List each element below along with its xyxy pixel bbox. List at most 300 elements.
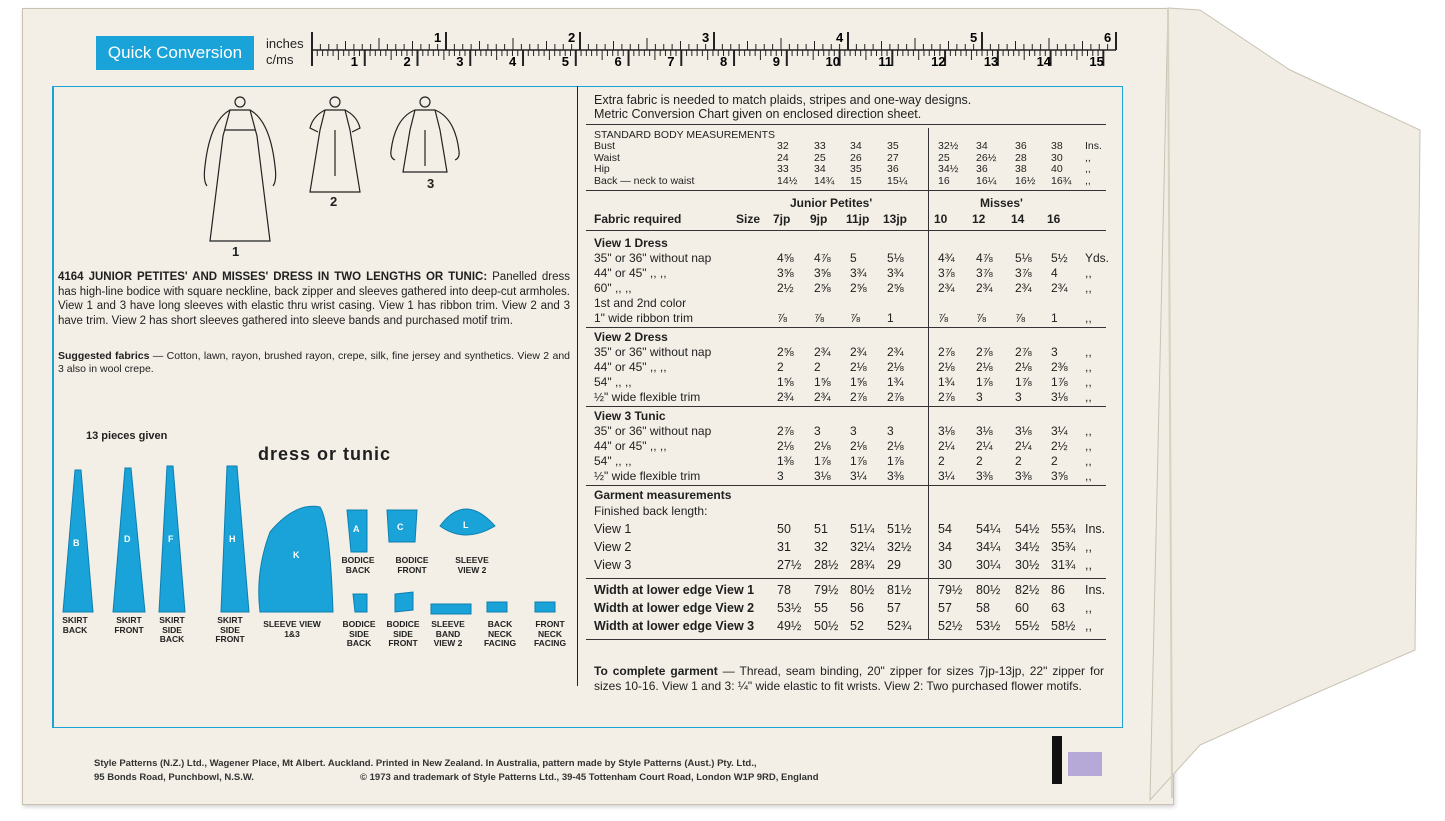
- cell-jp: 34: [814, 163, 826, 175]
- cell-misses: 16¼: [976, 174, 997, 187]
- cell-misses: 16½: [1015, 174, 1036, 187]
- cell-misses: 2⅛: [938, 360, 955, 374]
- cell-misses: 5½: [1051, 251, 1068, 265]
- cell-jp: 5⅛: [887, 251, 904, 265]
- complete-label: To complete garment: [594, 664, 718, 678]
- cell-misses: 16: [938, 174, 950, 187]
- cell-misses: 30: [938, 558, 952, 572]
- cell-unit: ,,: [1085, 375, 1092, 389]
- cell-unit: ,,: [1085, 345, 1092, 359]
- cell-misses: 1⅞: [1015, 375, 1032, 389]
- rule-section: [586, 485, 1106, 486]
- svg-text:D: D: [124, 534, 131, 544]
- cell-misses: 3⅛: [976, 424, 993, 438]
- suggested-fabrics: [58, 350, 570, 376]
- cell-jp: ⅞: [814, 311, 825, 325]
- cell-misses: 31¾: [1051, 558, 1076, 572]
- cell-misses: 3⅞: [976, 266, 993, 280]
- cell-misses: 16¾: [1051, 174, 1072, 187]
- cell-jp: 2⅛: [887, 439, 904, 453]
- cell-jp: 35: [887, 140, 899, 152]
- cell-jp: 2⅛: [887, 360, 904, 374]
- row-label: 60" ,, ,,: [594, 281, 632, 295]
- row-label: ½" wide flexible trim: [594, 469, 701, 483]
- piece-skirt-front: SKIRT FRONT: [114, 615, 144, 635]
- row-label: 35" or 36" without nap: [594, 345, 712, 359]
- cell-misses: 55½: [1015, 619, 1040, 633]
- cell-misses: 30: [1051, 151, 1063, 164]
- row-label: View 1: [594, 522, 632, 536]
- row-label: 35" or 36" without nap: [594, 251, 712, 265]
- cell-misses: ⅞: [976, 311, 987, 325]
- section-title: View 3 Tunic: [594, 409, 666, 423]
- cell-misses: 2⅞: [938, 345, 955, 359]
- cell-misses: 38: [1015, 163, 1027, 175]
- cell-jp: 4⅞: [814, 251, 831, 265]
- rule-section: [586, 406, 1106, 407]
- cell-jp: 2¾: [777, 390, 794, 404]
- cell-jp: 81½: [887, 583, 912, 597]
- cell-misses: 35¾: [1051, 540, 1076, 554]
- cell-jp: 2⅛: [850, 360, 867, 374]
- misses-divider: [928, 128, 929, 639]
- cell-misses: 3⅛: [1015, 424, 1032, 438]
- cell-jp: 36: [887, 163, 899, 175]
- cell-misses: 53½: [976, 619, 1001, 633]
- cell-misses: 3¼: [938, 469, 955, 483]
- cell-jp: 1⅜: [777, 454, 794, 468]
- cell-misses: 54½: [1015, 522, 1040, 536]
- piece-sleeve-band-view-2: SLEEVE BAND VIEW 2: [431, 619, 465, 648]
- hdr-misses: Misses': [980, 196, 1023, 210]
- rule-width: [586, 639, 1106, 640]
- cell-jp: 1⅝: [814, 375, 831, 389]
- cell-jp: ⅞: [850, 311, 861, 325]
- ruler-inch-mark: 5: [970, 30, 978, 45]
- cell-jp: 3⅝: [777, 266, 794, 280]
- cell-misses: 80½: [976, 583, 1001, 597]
- cell-jp: 2¾: [850, 345, 867, 359]
- cell-misses: 2¼: [938, 439, 955, 453]
- cell-jp: 3: [777, 469, 784, 483]
- cell-jp: 31: [777, 540, 791, 554]
- cell-jp: 52¾: [887, 619, 912, 633]
- cell-jp: 2⅝: [850, 281, 867, 295]
- cell-jp: 2⅝: [777, 345, 794, 359]
- cell-misses: 38: [1051, 140, 1063, 152]
- size-misses: 12: [972, 212, 986, 226]
- cell-jp: 51: [814, 522, 828, 536]
- cell-unit: ,,: [1085, 469, 1092, 483]
- cell-misses: 3⅞: [938, 266, 955, 280]
- size-misses: 14: [1011, 212, 1025, 226]
- finished-label: Finished back length:: [594, 504, 708, 518]
- cell-unit: ,,: [1085, 540, 1092, 554]
- ruler-cm-mark: 11: [878, 54, 893, 69]
- rule-section: [586, 327, 1106, 328]
- pattern-title: JUNIOR PETITES' AND MISSES' DRESS IN TWO LENGTHS OR TUNIC:: [88, 271, 488, 283]
- cell-misses: 2: [1051, 454, 1058, 468]
- cell-jp: 1⅝: [777, 375, 794, 389]
- cell-misses: 2¾: [1015, 281, 1032, 295]
- cell-misses: 2⅞: [976, 345, 993, 359]
- svg-text:F: F: [168, 534, 174, 544]
- cell-misses: 2¼: [976, 439, 993, 453]
- cell-jp: 34: [850, 140, 862, 152]
- size-jp: 7jp: [773, 212, 791, 226]
- note-plaids: Extra fabric is needed to match plaids, stripes and one-way designs.: [594, 93, 972, 107]
- cell-misses: 34: [938, 540, 952, 554]
- cell-jp: 2¾: [814, 390, 831, 404]
- footer-line-2a: 95 Bonds Road, Punchbowl, N.S.W.: [94, 772, 254, 783]
- cell-jp: 51½: [887, 522, 912, 536]
- cell-unit: ,,: [1085, 390, 1092, 404]
- cell-misses: 34½: [1015, 540, 1040, 554]
- cell-jp: 35: [850, 163, 862, 175]
- cell-jp: 52: [850, 619, 864, 633]
- cell-jp: 27: [887, 151, 899, 164]
- cell-jp: 50: [777, 522, 791, 536]
- cell-misses: 1⅞: [976, 375, 993, 389]
- cell-misses: 28: [1015, 151, 1027, 164]
- cell-misses: 2⅜: [1051, 360, 1068, 374]
- cell-misses: 55¾: [1051, 522, 1076, 536]
- cell-jp: 2⅝: [887, 281, 904, 295]
- cms-label: c/ms: [266, 52, 294, 67]
- cell-jp: 50½: [814, 619, 839, 633]
- row-label: Back — neck to waist: [594, 174, 695, 187]
- row-label: 54" ,, ,,: [594, 375, 632, 389]
- cell-unit: Yds.: [1085, 251, 1110, 265]
- cell-jp: 1⅝: [850, 375, 867, 389]
- std-body-title: STANDARD BODY MEASUREMENTS: [594, 129, 776, 141]
- cell-misses: 34½: [938, 163, 959, 175]
- hdr-fabric: Fabric required: [594, 212, 682, 226]
- svg-text:H: H: [229, 534, 236, 544]
- piece-bodice-side-front: BODICE SIDE FRONT: [386, 619, 420, 648]
- piece-bodice-side-back: BODICE SIDE BACK: [342, 619, 376, 648]
- cell-jp: 1⅞: [814, 454, 831, 468]
- cell-misses: 2⅛: [1015, 360, 1032, 374]
- pattern-description: [58, 270, 570, 328]
- cell-misses: 1: [1051, 311, 1058, 325]
- cell-jp: 3⅝: [814, 266, 831, 280]
- cell-misses: ⅞: [938, 311, 949, 325]
- cell-misses: 1¾: [938, 375, 955, 389]
- cell-misses: 2¼: [1015, 439, 1032, 453]
- cell-misses: 2¾: [976, 281, 993, 295]
- rule-finished: [586, 578, 1106, 579]
- cell-unit: ,,: [1085, 424, 1092, 438]
- cell-misses: 2¾: [1051, 281, 1068, 295]
- cell-misses: 82½: [1015, 583, 1040, 597]
- ruler-inch-mark: 2: [568, 30, 576, 45]
- row-label: Hip: [594, 163, 610, 175]
- cell-unit: ,,: [1085, 311, 1092, 325]
- cell-jp: 2⅛: [777, 439, 794, 453]
- row-label: View 3: [594, 558, 632, 572]
- pieces-heading: dress or tunic: [258, 444, 392, 464]
- rule-top: [586, 124, 1106, 125]
- row-label: 44" or 45" ,, ,,: [594, 266, 667, 280]
- size-jp: 13jp: [883, 212, 908, 226]
- cell-jp: 4⅝: [777, 251, 794, 265]
- cell-jp: ⅞: [777, 311, 788, 325]
- column-divider: [577, 86, 578, 686]
- cell-jp: 78: [777, 583, 791, 597]
- cell-misses: 79½: [938, 583, 963, 597]
- cell-misses: 63: [1051, 601, 1065, 615]
- cell-misses: 57: [938, 601, 952, 615]
- cell-jp: 1⅞: [850, 454, 867, 468]
- cell-jp: 32: [814, 540, 828, 554]
- piece-front-neck-facing: FRONT NECK FACING: [533, 619, 567, 648]
- cell-misses: 58½: [1051, 619, 1076, 633]
- cell-misses: 3⅛: [1051, 390, 1068, 404]
- cell-unit: ,,: [1085, 619, 1092, 633]
- quick-conversion-label: Quick Conversion: [96, 36, 254, 70]
- cell-unit: Ins.: [1085, 140, 1102, 152]
- piece-bodice-back: BODICE BACK: [341, 555, 375, 575]
- cell-jp: 1¾: [887, 375, 904, 389]
- cell-jp: 2½: [777, 281, 794, 295]
- inches-label: inches: [266, 36, 304, 51]
- cell-jp: 14½: [777, 174, 798, 187]
- cell-unit: Ins.: [1085, 522, 1106, 536]
- piece-back-neck-facing: BACK NECK FACING: [483, 619, 517, 648]
- cell-jp: 32¼: [850, 540, 875, 554]
- cell-misses: 3¼: [1051, 424, 1068, 438]
- cell-jp: 32½: [887, 540, 912, 554]
- size-misses: 16: [1047, 212, 1061, 226]
- piece-sleeve-view-2: SLEEVE VIEW 2: [455, 555, 489, 575]
- cell-misses: 3: [976, 390, 983, 404]
- piece-skirt-back: SKIRT BACK: [62, 615, 88, 635]
- cell-jp: 25: [814, 151, 826, 164]
- ruler-cm-mark: 4: [509, 54, 517, 69]
- ruler-cm-mark: 10: [825, 54, 841, 69]
- ruler-cm-mark: 1: [350, 54, 358, 69]
- cell-jp: 3⅜: [887, 469, 904, 483]
- cell-unit: ,,: [1085, 558, 1092, 572]
- cell-jp: 27½: [777, 558, 802, 572]
- cell-misses: 3: [1051, 345, 1058, 359]
- row-label: ½" wide flexible trim: [594, 390, 701, 404]
- cell-jp: 53½: [777, 601, 802, 615]
- row-label: Waist: [594, 151, 620, 164]
- pattern-pieces-diagram: [55, 462, 575, 632]
- cell-jp: 26: [850, 151, 862, 164]
- cell-jp: 79½: [814, 583, 839, 597]
- print-mark: [1052, 736, 1062, 784]
- size-misses: 10: [934, 212, 948, 226]
- ruler-cm-mark: 15: [1089, 54, 1104, 69]
- cell-jp: 51¼: [850, 522, 875, 536]
- cell-misses: 60: [1015, 601, 1029, 615]
- cell-unit: ,,: [1085, 281, 1092, 295]
- ruler-cm-mark: 3: [456, 54, 464, 69]
- cell-misses: 2¾: [938, 281, 955, 295]
- cell-unit: ,,: [1085, 601, 1092, 615]
- cell-misses: 54: [938, 522, 952, 536]
- fabrics-label: Suggested fabrics: [58, 350, 150, 362]
- cell-jp: 3⅛: [814, 469, 831, 483]
- cell-unit: ,,: [1085, 163, 1091, 175]
- row-label: 44" or 45" ,, ,,: [594, 360, 667, 374]
- cell-jp: 3: [887, 424, 894, 438]
- cell-jp: 55: [814, 601, 828, 615]
- footer-line-2b: © 1973 and trademark of Style Patterns Ltd., 39-45 Tottenham Court Road, London W1P 9RD, England: [360, 772, 819, 783]
- cell-unit: ,,: [1085, 439, 1092, 453]
- row-label: Width at lower edge View 3: [594, 619, 755, 633]
- cell-misses: 2⅛: [976, 360, 993, 374]
- cell-jp: 28½: [814, 558, 839, 572]
- ruler-cm-mark: 7: [667, 54, 675, 69]
- size-jp: 11jp: [846, 212, 870, 226]
- row-label: 1st and 2nd color: [594, 296, 687, 310]
- cell-jp: 14¾: [814, 174, 835, 187]
- cell-misses: 36: [976, 163, 988, 175]
- svg-text:A: A: [353, 524, 360, 534]
- cell-misses: 3⅜: [976, 469, 993, 483]
- size-jp: 9jp: [810, 212, 828, 226]
- hdr-junior: Junior Petites': [790, 196, 873, 210]
- row-label: View 2: [594, 540, 632, 554]
- svg-text:B: B: [73, 538, 80, 548]
- cell-jp: 2⅞: [850, 390, 867, 404]
- cell-jp: 3¼: [850, 469, 867, 483]
- cell-misses: 58: [976, 601, 990, 615]
- cell-jp: 15: [850, 174, 862, 187]
- ruler-inch-mark: 1: [434, 30, 442, 45]
- cell-misses: 30¼: [976, 558, 1001, 572]
- cell-jp: 1: [887, 311, 894, 325]
- cell-jp: 33: [777, 163, 789, 175]
- complete-garment: [594, 664, 1104, 693]
- row-label: Width at lower edge View 1: [594, 583, 755, 597]
- cell-unit: ,,: [1085, 360, 1092, 374]
- row-label: Width at lower edge View 2: [594, 601, 755, 615]
- cell-misses: 34: [976, 140, 988, 152]
- cell-misses: 32½: [938, 140, 959, 152]
- row-label: 54" ,, ,,: [594, 454, 632, 468]
- cell-jp: 2⅞: [887, 390, 904, 404]
- cell-misses: 36: [1015, 140, 1027, 152]
- hdr-size: Size: [736, 212, 761, 226]
- cell-jp: 80½: [850, 583, 875, 597]
- pieces-count: 13 pieces given: [86, 430, 168, 442]
- cell-jp: 3¾: [887, 266, 904, 280]
- cell-misses: 3⅞: [1015, 266, 1032, 280]
- row-label: 44" or 45" ,, ,,: [594, 439, 667, 453]
- cell-misses: 4: [1051, 266, 1058, 280]
- cell-jp: 29: [887, 558, 901, 572]
- view-2-number: 2: [330, 194, 338, 209]
- svg-text:K: K: [293, 550, 300, 560]
- cell-misses: 2½: [1051, 439, 1068, 453]
- cell-misses: 40: [1051, 163, 1063, 175]
- conversion-ruler: [310, 30, 1130, 70]
- rule-std: [586, 190, 1106, 191]
- ruler-cm-mark: 8: [720, 54, 728, 69]
- garment-title: Garment measurements: [594, 488, 732, 502]
- section-title: View 1 Dress: [594, 236, 668, 250]
- svg-text:L: L: [463, 520, 469, 530]
- cell-unit: ,,: [1085, 151, 1091, 164]
- cell-misses: 3⅝: [1051, 469, 1068, 483]
- cell-misses: 2⅞: [1015, 345, 1032, 359]
- cell-misses: 1⅞: [1051, 375, 1068, 389]
- ruler-cm-mark: 6: [614, 54, 622, 69]
- footer-line-1: Style Patterns (N.Z.) Ltd., Wagener Place, Mt Albert. Auckland. Printed in New Zealand. In Australia, pattern made by Style Patterns (Aust.) Pty. Ltd.,: [94, 758, 757, 769]
- cell-unit: Ins.: [1085, 583, 1106, 597]
- cell-jp: 2⅝: [814, 281, 831, 295]
- piece-sleeve-view-1-3: SLEEVE VIEW 1&3: [263, 619, 321, 639]
- cell-misses: 25: [938, 151, 950, 164]
- cell-misses: 5⅛: [1015, 251, 1032, 265]
- cell-misses: 26½: [976, 151, 997, 164]
- cell-misses: 34¼: [976, 540, 1001, 554]
- section-title: View 2 Dress: [594, 330, 668, 344]
- cell-misses: 3⅛: [938, 424, 955, 438]
- cell-misses: 4¾: [938, 251, 955, 265]
- pattern-body: Panelled dress has high-line bodice with square neckline, back zipper and sleeves gathered into deep-cut armholes. View 1 and 3 have long sleeves with elastic thru wrist casing. View 1 has ribbon trim. View 2 and 3 have trim. View 2 has short sleeves gathered into sleeve bands and purchased motif trim.: [58, 271, 570, 327]
- cell-misses: ⅞: [1015, 311, 1026, 325]
- cell-jp: 15¼: [887, 174, 908, 187]
- row-label: 35" or 36" without nap: [594, 424, 712, 438]
- view-1-number: 1: [232, 244, 240, 259]
- piece-skirt-side-front: SKIRT SIDE FRONT: [215, 615, 245, 644]
- cell-misses: 2⅞: [938, 390, 955, 404]
- view-3-number: 3: [427, 176, 435, 191]
- ruler-inch-mark: 3: [702, 30, 710, 45]
- cell-jp: 33: [814, 140, 826, 152]
- ruler-cm-mark: 2: [403, 54, 411, 69]
- cell-jp: 1⅞: [887, 454, 904, 468]
- cell-jp: 2⅛: [850, 439, 867, 453]
- cell-misses: 86: [1051, 583, 1065, 597]
- piece-bodice-front: BODICE FRONT: [395, 555, 429, 575]
- cell-jp: 2¾: [887, 345, 904, 359]
- row-label: Bust: [594, 140, 616, 152]
- cell-misses: 2: [1015, 454, 1022, 468]
- ruler-cm-mark: 13: [983, 54, 999, 69]
- cell-misses: 3⅜: [1015, 469, 1032, 483]
- cell-jp: 2: [814, 360, 821, 374]
- complete-text: — Thread, seam binding, 20" zipper for sizes 7jp-13jp, 22" zipper for sizes 10-16. View 1 and 3: ¼" wide elastic to fit wrists. View 2: Two purchased flower motifs.: [594, 664, 1104, 693]
- ruler-cm-mark: 12: [931, 54, 946, 69]
- cell-jp: 3: [814, 424, 821, 438]
- cell-misses: 52½: [938, 619, 963, 633]
- piece-skirt-side-back: SKIRT SIDE BACK: [159, 615, 185, 644]
- row-label: 1" wide ribbon trim: [594, 311, 693, 325]
- cell-unit: ,,: [1085, 174, 1091, 187]
- cell-jp: 5: [850, 251, 857, 265]
- color-swatch: [1068, 752, 1102, 776]
- cell-misses: 30½: [1015, 558, 1040, 572]
- cell-jp: 2¾: [814, 345, 831, 359]
- cell-misses: 2: [976, 454, 983, 468]
- cell-jp: 2: [777, 360, 784, 374]
- cell-jp: 49½: [777, 619, 802, 633]
- cell-misses: 4⅞: [976, 251, 993, 265]
- pattern-number: 4164: [58, 271, 84, 283]
- cell-jp: 3¾: [850, 266, 867, 280]
- cell-jp: 57: [887, 601, 901, 615]
- ruler-inch-mark: 6: [1104, 30, 1112, 45]
- cell-jp: 56: [850, 601, 864, 615]
- cell-jp: 2⅞: [777, 424, 794, 438]
